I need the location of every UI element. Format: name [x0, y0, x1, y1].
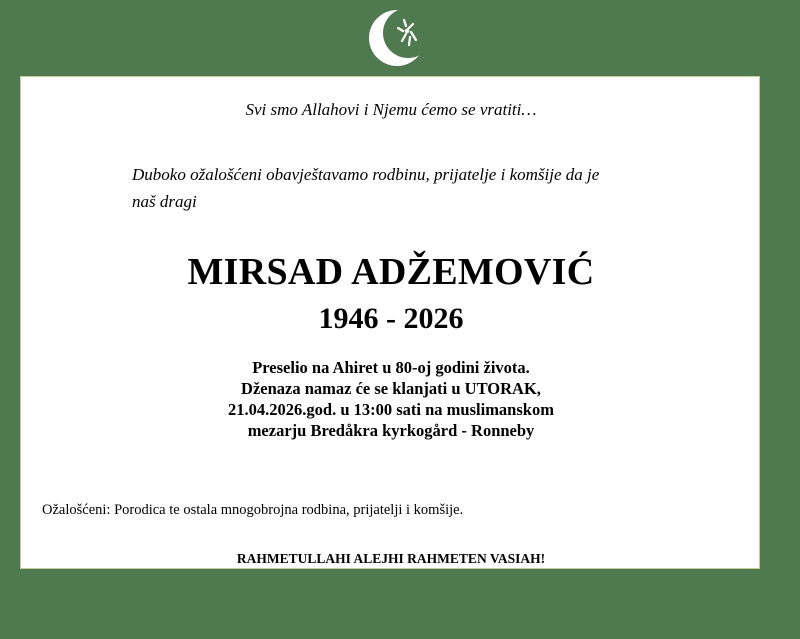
- mourners-text: Ožalošćeni: Porodica te ostala mnogobrojna rodbina, prijatelji i komšije.: [42, 502, 464, 518]
- opening-quote: Svi smo Allahovi i Njemu ćemo se vratiti…: [245, 100, 537, 119]
- life-years: 1946 - 2026: [318, 302, 464, 335]
- closing-prayer: RAHMETULLAHI ALEJHI RAHMETEN VASIAH!: [236, 551, 546, 566]
- info-line-3: 21.04.2026.god. u 13:00 sati na muslimanskom: [228, 400, 554, 419]
- info-line-1: Preselio na Ahiret u 80-oj godini života.: [252, 358, 530, 377]
- obituary-card: [20, 76, 760, 569]
- crescent-and-stars-icon: [350, 0, 450, 76]
- info-line-2: Dženaza namaz će se klanjati u UTORAK,: [241, 379, 541, 398]
- intro-text-line-2: naš dragi: [132, 192, 197, 211]
- intro-text-line-1: Duboko ožalošćeni obavještavamo rodbinu, prijatelje i komšije da je: [132, 165, 600, 184]
- deceased-name: MIRSAD ADŽEMOVIĆ: [187, 251, 595, 293]
- info-line-4: mezarju Bredåkra kyrkogård - Ronneby: [247, 421, 535, 440]
